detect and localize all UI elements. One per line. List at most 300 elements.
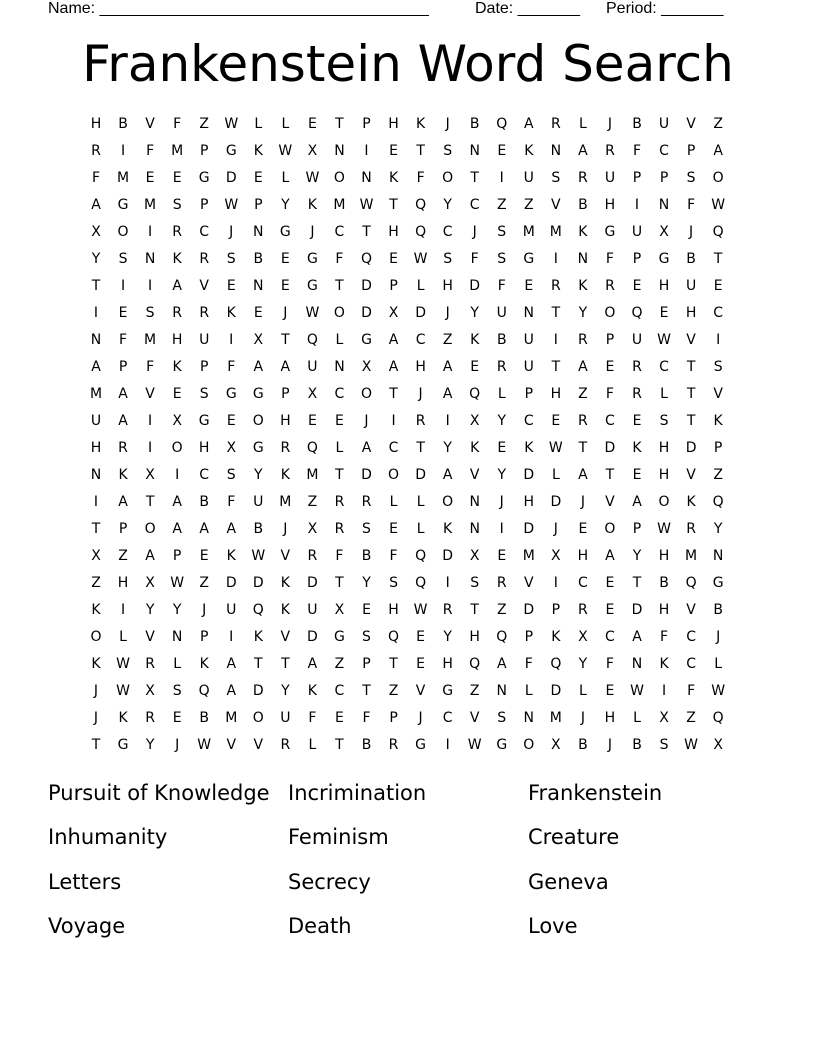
grid-letter: U xyxy=(631,332,643,348)
grid-letter: I xyxy=(229,629,234,645)
grid-letter: R xyxy=(172,305,182,321)
grid-letter: C xyxy=(334,683,345,699)
grid-letter: V xyxy=(415,683,426,699)
grid-letter: A xyxy=(578,467,588,483)
grid-letter: O xyxy=(712,170,724,186)
grid-letter: R xyxy=(118,440,128,456)
grid-letter: V xyxy=(686,116,696,132)
grid-letter: E xyxy=(524,278,534,294)
grid-letter: J xyxy=(445,305,450,321)
grid-row xyxy=(83,705,735,732)
grid-letter: Q xyxy=(496,629,508,645)
grid-letter: K xyxy=(578,224,588,240)
grid-letter: K xyxy=(578,278,588,294)
grid-row xyxy=(83,381,735,408)
period-field: Period: _______ xyxy=(606,0,724,17)
grid-row xyxy=(83,624,735,651)
grid-letter: K xyxy=(388,170,399,186)
grid-letter: G xyxy=(306,278,318,294)
grid-letter: N xyxy=(496,683,507,699)
grid-row xyxy=(83,300,735,327)
grid-letter: W xyxy=(359,197,374,213)
grid-letter: C xyxy=(605,629,615,645)
grid-letter: Y xyxy=(632,548,642,564)
grid-letter: G xyxy=(252,386,264,402)
grid-letter: C xyxy=(686,656,696,672)
grid-letter: B xyxy=(118,116,128,132)
grid-letter: U xyxy=(523,170,534,186)
grid-letter: H xyxy=(658,467,670,483)
grid-letter: E xyxy=(145,170,155,186)
grid-letter: N xyxy=(469,494,480,510)
grid-letter: A xyxy=(118,386,128,402)
grid-letter: X xyxy=(145,467,155,483)
grid-letter: P xyxy=(362,116,371,132)
grid-letter: E xyxy=(307,116,317,132)
grid-letter: E xyxy=(605,575,615,591)
grid-letter: F xyxy=(632,143,642,159)
grid-letter: T xyxy=(686,413,696,429)
grid-letter: B xyxy=(659,575,669,591)
grid-letter: B xyxy=(361,737,372,753)
grid-letter: L xyxy=(660,386,668,402)
grid-letter: F xyxy=(660,629,669,645)
grid-letter: G xyxy=(225,143,237,159)
grid-letter: L xyxy=(497,386,506,402)
grid-letter: G xyxy=(604,224,616,240)
grid-letter: O xyxy=(144,521,156,537)
grid-letter: Z xyxy=(713,116,723,132)
grid-letter: N xyxy=(90,332,102,348)
word-list-item: Creature xyxy=(528,825,620,849)
grid-letter: N xyxy=(253,278,264,294)
grid-letter: Q xyxy=(469,656,481,672)
grid-letter: K xyxy=(253,143,263,159)
grid-letter: N xyxy=(523,305,535,321)
grid-letter: S xyxy=(118,251,128,267)
grid-letter: X xyxy=(307,143,318,159)
grid-letter: T xyxy=(335,467,344,483)
grid-letter: N xyxy=(469,521,480,537)
grid-letter: Y xyxy=(497,467,507,483)
grid-letter: Q xyxy=(496,116,508,132)
grid-letter: F xyxy=(146,359,155,375)
grid-letter: K xyxy=(416,116,426,132)
grid-letter: P xyxy=(254,197,263,213)
grid-letter: P xyxy=(551,602,561,618)
grid-letter: J xyxy=(175,737,180,753)
grid-letter: T xyxy=(686,359,696,375)
grid-letter: T xyxy=(91,737,101,753)
grid-letter: Y xyxy=(713,521,723,537)
grid-letter: K xyxy=(118,467,128,483)
grid-letter: N xyxy=(334,359,345,375)
grid-letter: C xyxy=(442,224,453,240)
grid-letter: R xyxy=(334,521,345,537)
grid-letter: T xyxy=(389,197,398,213)
grid-letter: G xyxy=(361,332,372,348)
grid-letter: D xyxy=(415,467,426,483)
grid-letter: Z xyxy=(524,197,534,213)
grid-letter: V xyxy=(280,629,291,645)
grid-letter: P xyxy=(713,440,723,456)
grid-letter: S xyxy=(226,251,236,267)
grid-letter: K xyxy=(307,197,317,213)
grid-row xyxy=(83,165,735,192)
grid-letter: D xyxy=(307,629,318,645)
grid-letter: X xyxy=(145,575,155,591)
grid-letter: U xyxy=(307,359,318,375)
grid-letter: C xyxy=(388,440,399,456)
grid-letter: A xyxy=(226,683,237,699)
grid-letter: U xyxy=(307,602,318,618)
grid-row xyxy=(83,516,735,543)
grid-letter: A xyxy=(280,359,291,375)
grid-letter: G xyxy=(415,737,427,753)
grid-letter: V xyxy=(145,386,155,402)
grid-letter: Y xyxy=(443,197,452,213)
grid-letter: Q xyxy=(712,710,724,726)
grid-letter: M xyxy=(685,548,698,564)
grid-letter: I xyxy=(175,467,180,483)
grid-letter: E xyxy=(605,602,615,618)
grid-letter: E xyxy=(389,251,398,267)
grid-row xyxy=(83,489,735,516)
word-list-item: Letters xyxy=(48,870,122,894)
grid-letter: F xyxy=(308,710,317,726)
grid-letter: E xyxy=(416,656,426,672)
grid-letter: H xyxy=(388,602,399,618)
grid-letter: K xyxy=(226,305,236,321)
grid-letter: J xyxy=(445,116,450,132)
grid-letter: Z xyxy=(713,467,723,483)
grid-letter: B xyxy=(253,251,264,267)
grid-letter: R xyxy=(280,440,291,456)
grid-letter: G xyxy=(334,629,345,645)
grid-letter: U xyxy=(199,332,210,348)
grid-letter: U xyxy=(280,710,291,726)
grid-letter: M xyxy=(279,494,292,510)
grid-letter: E xyxy=(551,413,561,429)
grid-letter: M xyxy=(522,224,535,240)
word-list-item: Geneva xyxy=(528,870,609,894)
grid-letter: T xyxy=(551,305,561,321)
grid-letter: Q xyxy=(415,575,427,591)
grid-letter: D xyxy=(361,305,372,321)
grid-letter: E xyxy=(226,413,236,429)
grid-letter: X xyxy=(578,629,588,645)
grid-letter: P xyxy=(199,143,209,159)
grid-letter: H xyxy=(388,224,399,240)
grid-letter: K xyxy=(470,440,480,456)
grid-letter: I xyxy=(716,332,721,348)
grid-letter: Y xyxy=(470,305,479,321)
grid-letter: H xyxy=(388,116,399,132)
grid-row xyxy=(83,408,735,435)
grid-letter: V xyxy=(686,467,696,483)
grid-letter: I xyxy=(120,602,126,618)
grid-letter: M xyxy=(549,710,562,726)
grid-letter: D xyxy=(685,440,697,456)
grid-letter: J xyxy=(553,521,558,537)
grid-letter: O xyxy=(604,305,616,321)
grid-row xyxy=(83,678,735,705)
grid-letter: B xyxy=(199,494,209,510)
grid-letter: S xyxy=(497,251,507,267)
grid-letter: I xyxy=(148,413,153,429)
grid-letter: L xyxy=(173,656,182,672)
grid-letter: J xyxy=(580,494,585,510)
grid-letter: E xyxy=(497,143,507,159)
grid-letter: L xyxy=(254,116,263,132)
grid-letter: C xyxy=(578,575,588,591)
grid-letter: E xyxy=(389,521,398,537)
header-fields xyxy=(48,0,748,18)
grid-letter: T xyxy=(470,602,479,618)
grid-letter: R xyxy=(334,494,345,510)
grid-row xyxy=(83,570,735,597)
grid-letter: H xyxy=(604,710,616,726)
grid-letter: W xyxy=(548,440,563,456)
grid-letter: Q xyxy=(631,305,643,321)
grid-letter: T xyxy=(91,278,101,294)
grid-letter: P xyxy=(199,629,209,645)
grid-letter: X xyxy=(659,710,669,726)
grid-letter: I xyxy=(364,143,369,159)
grid-letter: O xyxy=(442,494,454,510)
grid-letter: A xyxy=(442,467,453,483)
grid-letter: W xyxy=(467,737,482,753)
grid-letter: O xyxy=(523,737,535,753)
grid-letter: R xyxy=(91,143,101,159)
grid-letter: B xyxy=(713,602,723,618)
grid-letter: B xyxy=(469,116,480,132)
grid-letter: E xyxy=(226,278,236,294)
grid-letter: D xyxy=(523,467,535,483)
grid-letter: F xyxy=(605,251,614,267)
grid-letter: I xyxy=(93,305,99,321)
grid-letter: H xyxy=(415,359,426,375)
grid-letter: F xyxy=(687,683,696,699)
grid-letter: J xyxy=(283,305,288,321)
grid-letter: T xyxy=(389,386,398,402)
grid-letter: H xyxy=(198,440,210,456)
grid-letter: S xyxy=(686,170,696,186)
grid-letter: A xyxy=(713,143,723,159)
grid-letter: X xyxy=(659,224,669,240)
grid-letter: N xyxy=(550,143,562,159)
grid-letter: D xyxy=(415,305,426,321)
grid-letter: H xyxy=(90,440,102,456)
grid-letter: E xyxy=(497,440,507,456)
grid-letter: Z xyxy=(578,386,588,402)
grid-letter: W xyxy=(305,170,320,186)
grid-letter: T xyxy=(91,521,101,537)
grid-letter: J xyxy=(418,386,423,402)
grid-letter: L xyxy=(416,521,425,537)
grid-letter: Y xyxy=(172,602,182,618)
grid-letter: L xyxy=(633,710,641,726)
grid-letter: X xyxy=(253,332,264,348)
grid-letter: F xyxy=(389,548,398,564)
grid-letter: D xyxy=(361,278,372,294)
grid-letter: U xyxy=(253,494,264,510)
grid-letter: D xyxy=(604,440,616,456)
grid-letter: Z xyxy=(91,575,101,591)
grid-letter: Z xyxy=(307,494,318,510)
grid-letter: H xyxy=(442,278,453,294)
grid-letter: K xyxy=(280,467,290,483)
grid-letter: F xyxy=(146,143,155,159)
grid-letter: A xyxy=(496,656,507,672)
grid-letter: K xyxy=(686,494,696,510)
grid-letter: H xyxy=(685,305,697,321)
grid-letter: U xyxy=(631,224,643,240)
grid-letter: I xyxy=(445,413,450,429)
grid-letter: O xyxy=(171,440,183,456)
grid-letter: E xyxy=(307,413,317,429)
grid-letter: Z xyxy=(388,683,399,699)
grid-letter: U xyxy=(90,413,102,429)
grid-row xyxy=(83,435,735,462)
grid-letter: J xyxy=(499,494,504,510)
grid-letter: D xyxy=(550,683,562,699)
grid-letter: G xyxy=(306,251,318,267)
grid-letter: K xyxy=(713,413,723,429)
grid-row xyxy=(83,651,735,678)
grid-letter: J xyxy=(229,224,234,240)
grid-letter: U xyxy=(685,278,697,294)
grid-letter: I xyxy=(391,413,396,429)
grid-letter: D xyxy=(252,575,264,591)
grid-letter: E xyxy=(416,629,426,645)
grid-letter: D xyxy=(225,170,237,186)
grid-letter: W xyxy=(170,575,185,591)
grid-letter: N xyxy=(334,143,345,159)
grid-letter: J xyxy=(310,224,315,240)
grid-letter: C xyxy=(469,197,480,213)
grid-letter: Y xyxy=(443,440,452,456)
grid-letter: A xyxy=(172,494,182,510)
grid-letter: Q xyxy=(712,494,724,510)
grid-letter: G xyxy=(523,251,535,267)
grid-letter: C xyxy=(659,359,669,375)
grid-letter: K xyxy=(91,656,101,672)
grid-letter: A xyxy=(226,656,237,672)
grid-letter: Q xyxy=(712,224,724,240)
grid-letter: C xyxy=(199,224,210,240)
grid-letter: I xyxy=(634,197,640,213)
grid-letter: Y xyxy=(281,197,290,213)
grid-letter: C xyxy=(713,305,724,321)
grid-letter: F xyxy=(497,278,506,294)
grid-letter: E xyxy=(632,278,642,294)
grid-letter: T xyxy=(470,170,479,186)
grid-letter: E xyxy=(362,602,371,618)
grid-letter: I xyxy=(148,224,153,240)
grid-row xyxy=(83,327,735,354)
grid-letter: K xyxy=(172,359,182,375)
grid-letter: A xyxy=(605,548,615,564)
grid-row xyxy=(83,138,735,165)
grid-letter: Q xyxy=(550,656,562,672)
grid-letter: F xyxy=(91,170,101,186)
grid-letter: D xyxy=(442,548,454,564)
grid-letter: Q xyxy=(306,332,318,348)
grid-letter: O xyxy=(658,494,670,510)
grid-letter: H xyxy=(577,548,589,564)
grid-letter: S xyxy=(199,386,209,402)
grid-letter: O xyxy=(333,170,345,186)
grid-letter: T xyxy=(362,683,371,699)
grid-letter: G xyxy=(252,440,264,456)
grid-letter: C xyxy=(523,413,534,429)
grid-letter: Z xyxy=(496,197,507,213)
grid-letter: W xyxy=(630,683,644,699)
grid-letter: Z xyxy=(442,332,453,348)
grid-letter: M xyxy=(89,386,103,402)
grid-row xyxy=(83,354,735,381)
grid-letter: G xyxy=(198,413,210,429)
grid-letter: C xyxy=(442,710,453,726)
grid-row xyxy=(83,732,735,759)
grid-letter: R xyxy=(442,602,453,618)
grid-letter: F xyxy=(362,710,371,726)
grid-letter: M xyxy=(333,197,346,213)
grid-letter: B xyxy=(496,332,507,348)
grid-letter: T xyxy=(145,494,155,510)
grid-letter: R xyxy=(496,359,507,375)
grid-letter: V xyxy=(713,386,723,402)
grid-letter: T xyxy=(713,251,723,267)
grid-letter: F xyxy=(335,251,344,267)
grid-letter: S xyxy=(362,629,371,645)
grid-letter: O xyxy=(442,170,454,186)
grid-letter: R xyxy=(199,251,210,267)
grid-letter: P xyxy=(199,197,209,213)
grid-letter: J xyxy=(364,413,369,429)
grid-letter: L xyxy=(335,440,344,456)
grid-letter: F xyxy=(173,116,182,132)
grid-letter: D xyxy=(523,521,535,537)
grid-letter: O xyxy=(360,386,373,402)
letter-grid xyxy=(83,111,735,759)
grid-letter: Z xyxy=(496,602,507,618)
grid-letter: B xyxy=(199,710,209,726)
grid-letter: N xyxy=(577,251,589,267)
grid-letter: R xyxy=(199,305,210,321)
grid-letter: R xyxy=(605,143,615,159)
grid-letter: B xyxy=(361,548,372,564)
grid-letter: C xyxy=(686,629,696,645)
grid-letter: Y xyxy=(578,656,588,672)
grid-letter: S xyxy=(226,467,236,483)
word-list-item: Pursuit of Knowledge xyxy=(48,781,270,805)
grid-letter: A xyxy=(172,521,182,537)
grid-letter: E xyxy=(280,278,290,294)
grid-letter: E xyxy=(172,170,182,186)
grid-letter: Y xyxy=(281,683,290,699)
grid-letter: L xyxy=(335,332,344,348)
grid-letter: L xyxy=(416,278,425,294)
grid-letter: T xyxy=(281,656,290,672)
grid-letter: N xyxy=(631,656,643,672)
grid-letter: Z xyxy=(199,116,209,132)
grid-letter: W xyxy=(684,737,699,753)
grid-letter: N xyxy=(469,143,480,159)
grid-letter: R xyxy=(578,332,588,348)
grid-letter: G xyxy=(279,224,291,240)
